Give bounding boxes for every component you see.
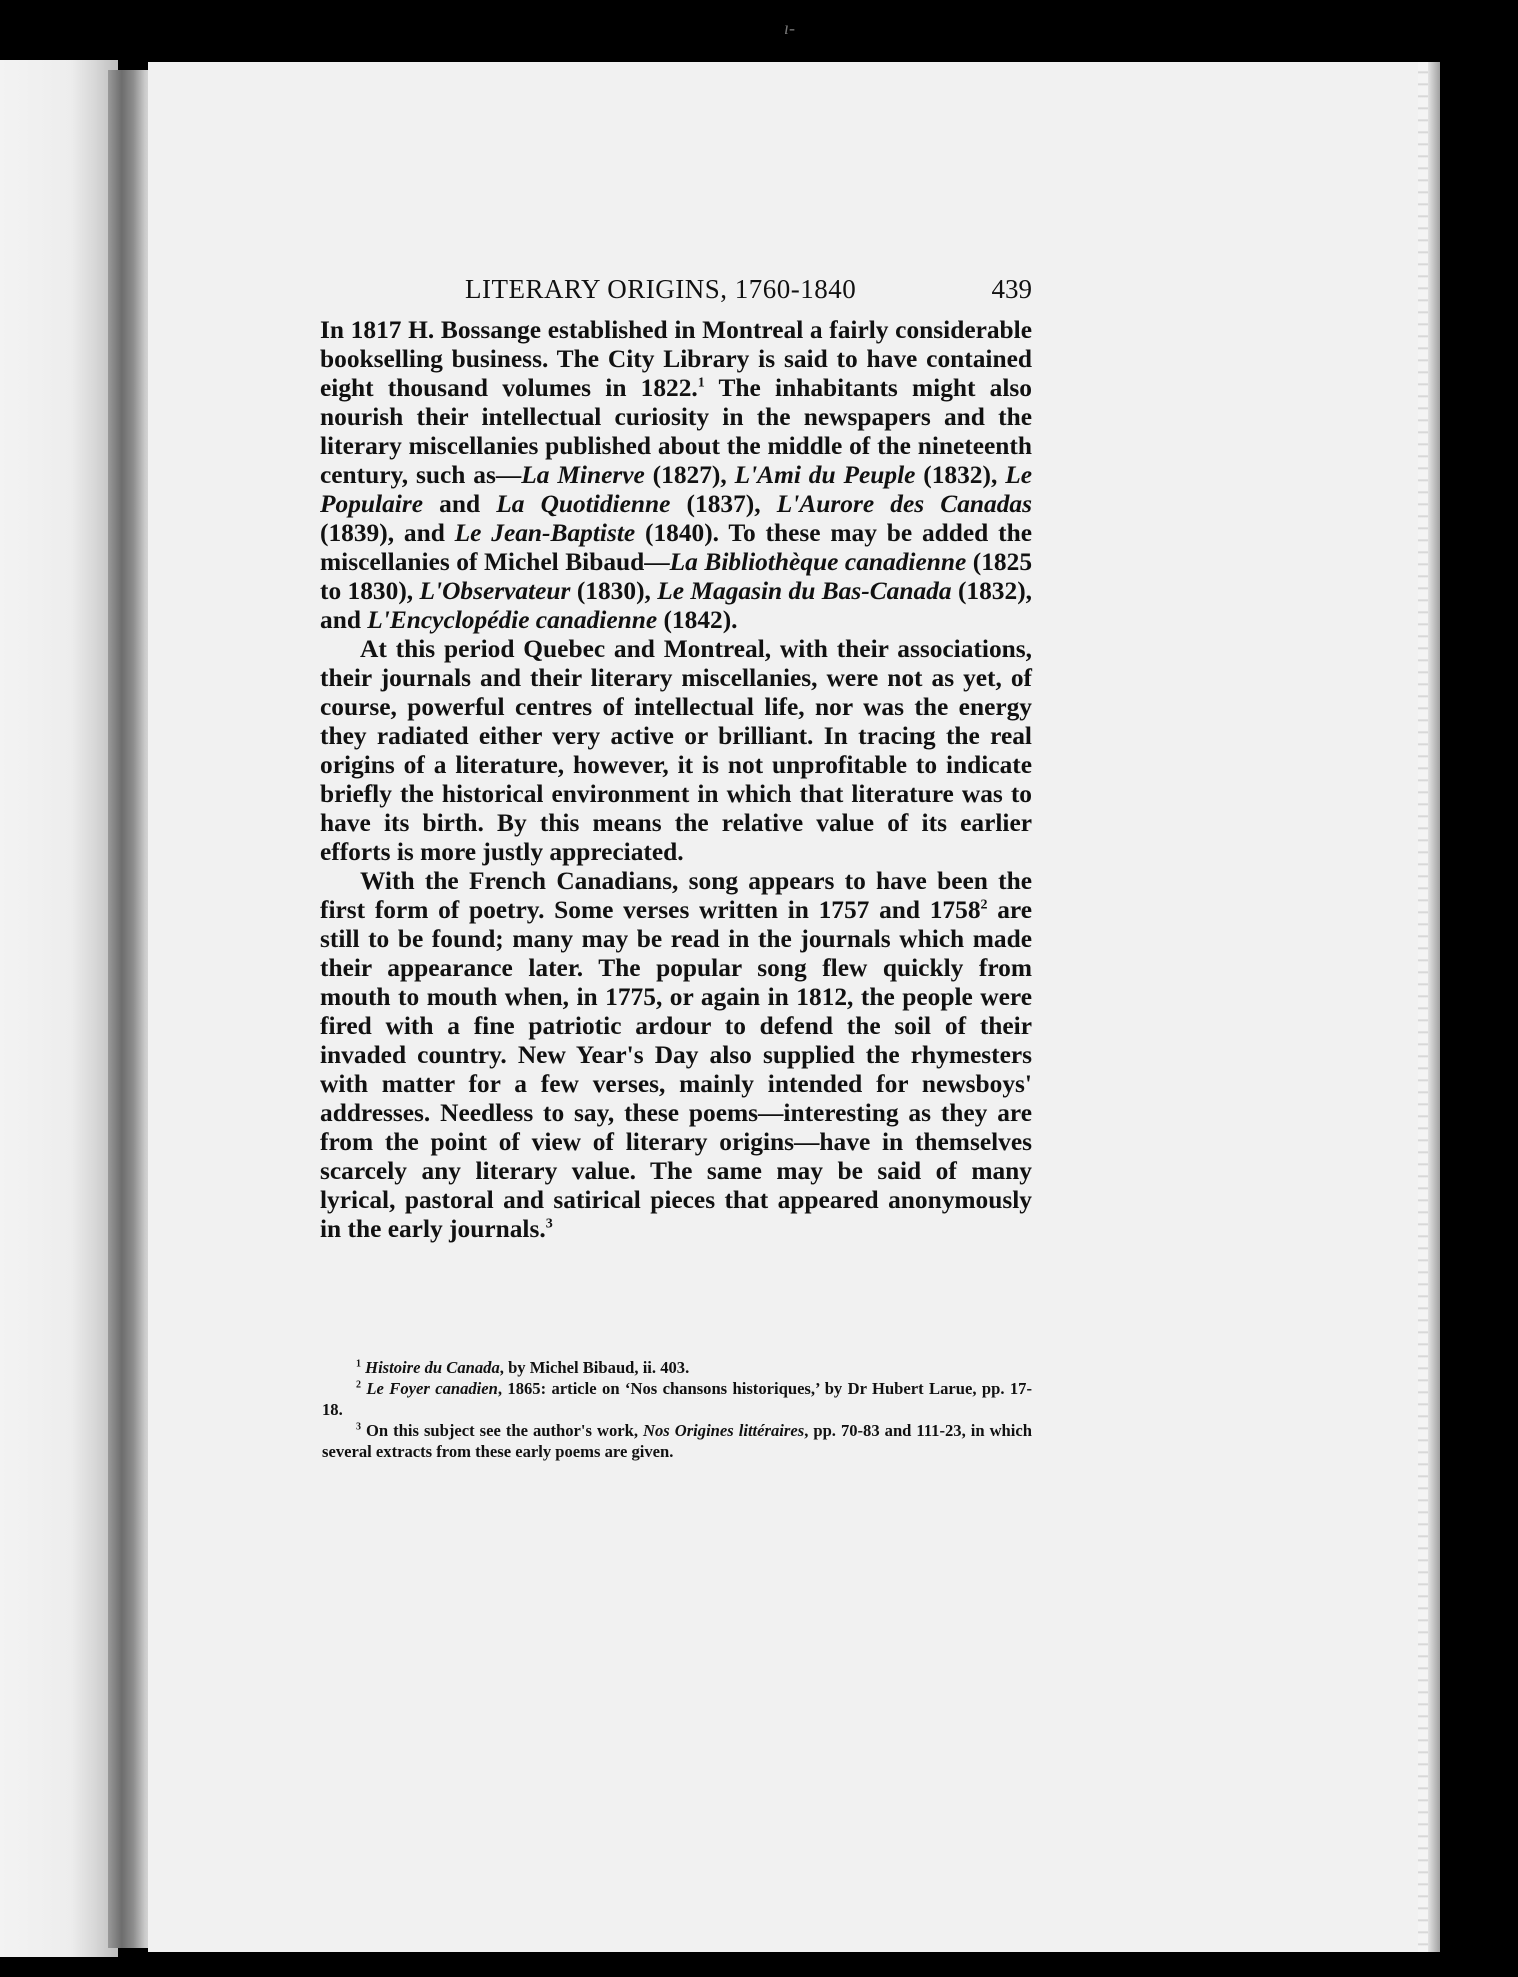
footnotes <box>322 1357 1032 1462</box>
paragraph-2: At this period Quebec and Montreal, with their associations, their journals and their literary miscellanies, were not as yet, of course, powerful centres of intellectual life, nor was the energy they radiated either very active or brilliant. In tracing the real origins of a literature, however, it is not unprofitable to indicate briefly the historical environment in which that literature was to have its birth. By this means the relative value of its earlier efforts is more justly appreciated. <box>320 635 1032 866</box>
scan-mark: ı- <box>784 18 795 38</box>
running-head <box>320 274 1032 314</box>
footnote-1: $^1$ Histoire du Canada, by Michel Bibaud, ii. 403. <box>356 1358 690 1377</box>
footnote-ref-1: 1 <box>697 375 705 391</box>
footnote-ref-2: 2 <box>980 897 988 913</box>
page-edge-shadow <box>1428 62 1440 1952</box>
running-head-title: LITERARY ORIGINS, 1760-1840 <box>465 274 857 304</box>
footnote-ref-3: 3 <box>545 1216 553 1232</box>
footnote-2: $^2$ Le Foyer canadien, 1865: article on ‘Nos chansons historiques,’ by Dr Hubert Larue, pp. 17-18. <box>322 1379 1032 1419</box>
paragraph-1: In 1817 H. Bossange established in Montreal a fairly considerable bookselling business. The City Library is said to have contained eight thousand volumes in 1822.$^1$ The inhabitants might also nourish their intellectual curiosity in the newspapers and the literary miscellanies published about the middle of the nineteenth century, such as—La Minerve (1827), L'Ami du Peuple (1832), Le Populaire and La Quotidienne (1837), L'Aurore des Canadas (1839), and Le Jean-Baptiste (1840). To these may be added the miscellanies of Michel Bibaud—La Bibliothèque canadienne (1825 to 1830), L'Observateur (1830), Le Magasin du Bas-Canada (1832), and L'Encyclopédie canadienne (1842). <box>320 316 1033 634</box>
facing-page-edge <box>0 60 118 1957</box>
page-number: 439 <box>991 274 1032 304</box>
body-text <box>320 316 1032 1244</box>
footnote-3: $^3$ On this subject see the author's work, Nos Origines littéraires, pp. 70-83 and 111-23, in which several extracts from these early poems are given. <box>322 1421 1032 1461</box>
paragraph-3: With the French Canadians, song appears to have been the first form of poetry. Some verses written in 1757 and 1758$^2$ are still to be found; many may be read in the journals which made their appearance later. The popular song flew quickly from mouth to mouth when, in 1775, or again in 1812, the people were fired with a fine patriotic ardour to defend the soil of their invaded country. New Year's Day also supplied the rhymesters with matter for a few verses, mainly intended for newsboys' addresses. Needless to say, these poems—interesting as they are from the point of view of literary origins—have in themselves scarcely any literary value. The same may be said of many lyrical, pastoral and satirical pieces that appeared anonymously in the early journals.$^3$ <box>320 867 1032 1243</box>
